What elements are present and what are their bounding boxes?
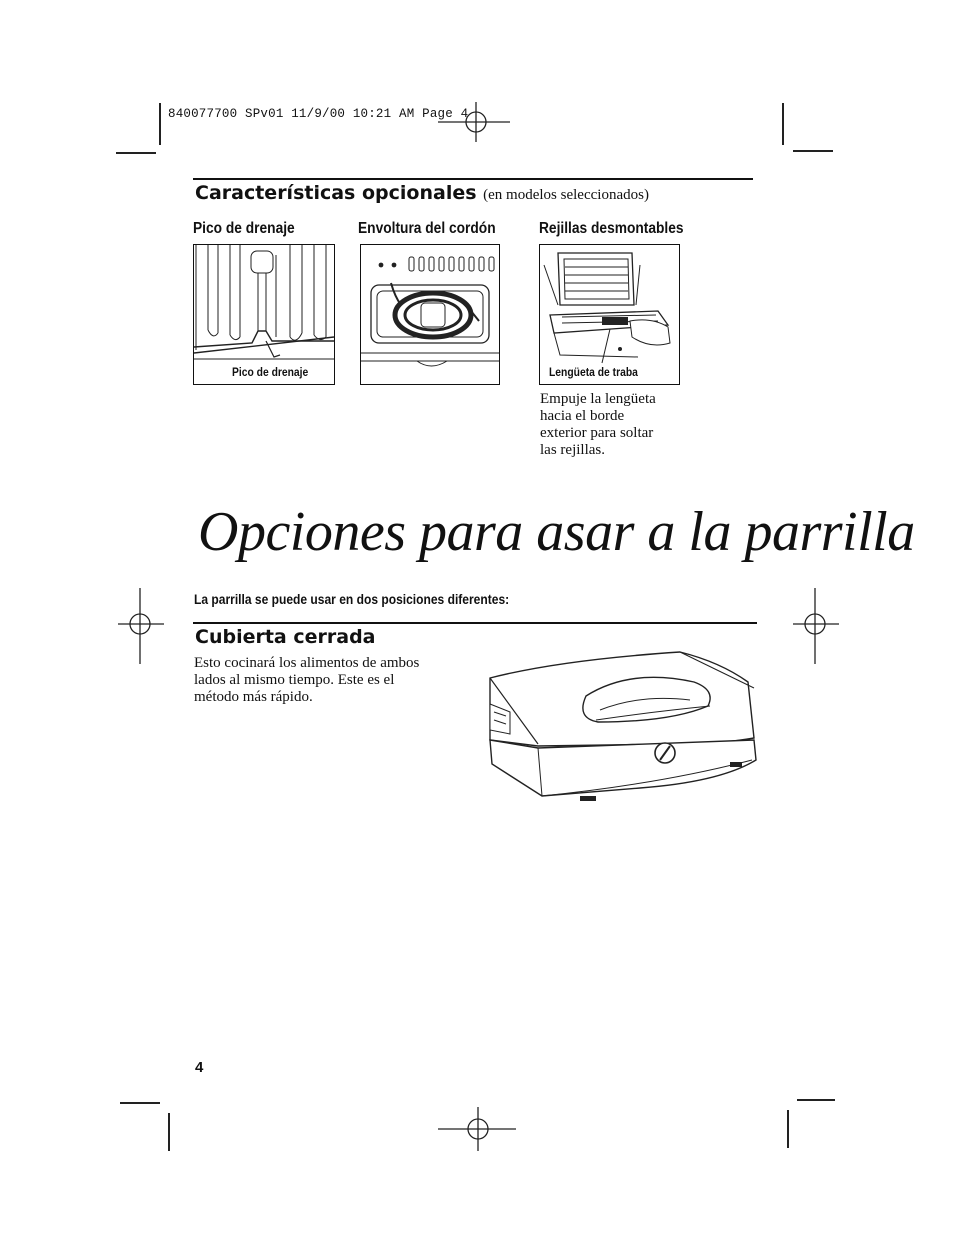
instruction-line: las rejillas.	[540, 442, 605, 458]
registration-target-icon	[438, 1107, 518, 1151]
description-line: lados al mismo tiempo. Este es el	[194, 672, 395, 688]
instruction-line: hacia el borde	[540, 408, 625, 424]
removable-grids-illustration	[539, 244, 680, 385]
cord-wrap-illustration	[360, 244, 500, 385]
drain-spout-illustration	[193, 244, 335, 385]
cord-wrap-drawing	[361, 245, 499, 384]
crop-mark	[159, 103, 161, 145]
crop-mark	[793, 150, 833, 152]
crop-mark	[787, 1110, 789, 1148]
registration-target-icon	[793, 588, 839, 668]
closed-lid-heading: Cubierta cerrada	[195, 626, 376, 648]
feature-title-removable-grids: Rejillas desmontables	[539, 220, 684, 237]
drain-spout-drawing	[194, 245, 334, 384]
section-rule	[193, 178, 753, 180]
closed-grill-illustration	[480, 648, 762, 804]
description-line: método más rápido.	[194, 689, 313, 705]
registration-target-icon	[118, 588, 164, 668]
removable-grids-drawing	[540, 245, 679, 384]
description-line: Esto cocinará los alimentos de ambos	[194, 655, 420, 671]
page-number: 4	[195, 1059, 204, 1076]
instruction-line: Empuje la lengüeta	[540, 391, 656, 407]
section-rule	[193, 622, 757, 624]
page-title: Opciones para asar a la parrilla	[198, 501, 915, 563]
heading-note: (en modelos seleccionados)	[483, 187, 649, 203]
crop-mark	[782, 103, 784, 145]
drain-spout-caption: Pico de drenaje	[232, 365, 309, 379]
feature-title-cord-wrap: Envoltura del cordón	[358, 220, 496, 237]
heading-text: Características opcionales	[195, 182, 477, 204]
removable-grids-instructions	[540, 391, 656, 459]
crop-mark	[168, 1113, 170, 1151]
feature-title-drain-spout: Pico de drenaje	[193, 220, 295, 237]
instruction-line: exterior para soltar	[540, 425, 654, 441]
optional-features-heading	[195, 182, 649, 204]
locking-tab-caption: Lengüeta de traba	[549, 365, 638, 379]
crop-mark	[797, 1099, 835, 1101]
closed-lid-description	[194, 655, 419, 706]
crop-mark	[116, 152, 156, 154]
intro-text: La parrilla se puede usar en dos posiciones diferentes:	[194, 591, 510, 607]
print-slug: 840077700 SPv01 11/9/00 10:21 AM Page 4	[168, 107, 469, 121]
crop-mark	[120, 1102, 160, 1104]
registration-target-icon	[438, 102, 518, 142]
